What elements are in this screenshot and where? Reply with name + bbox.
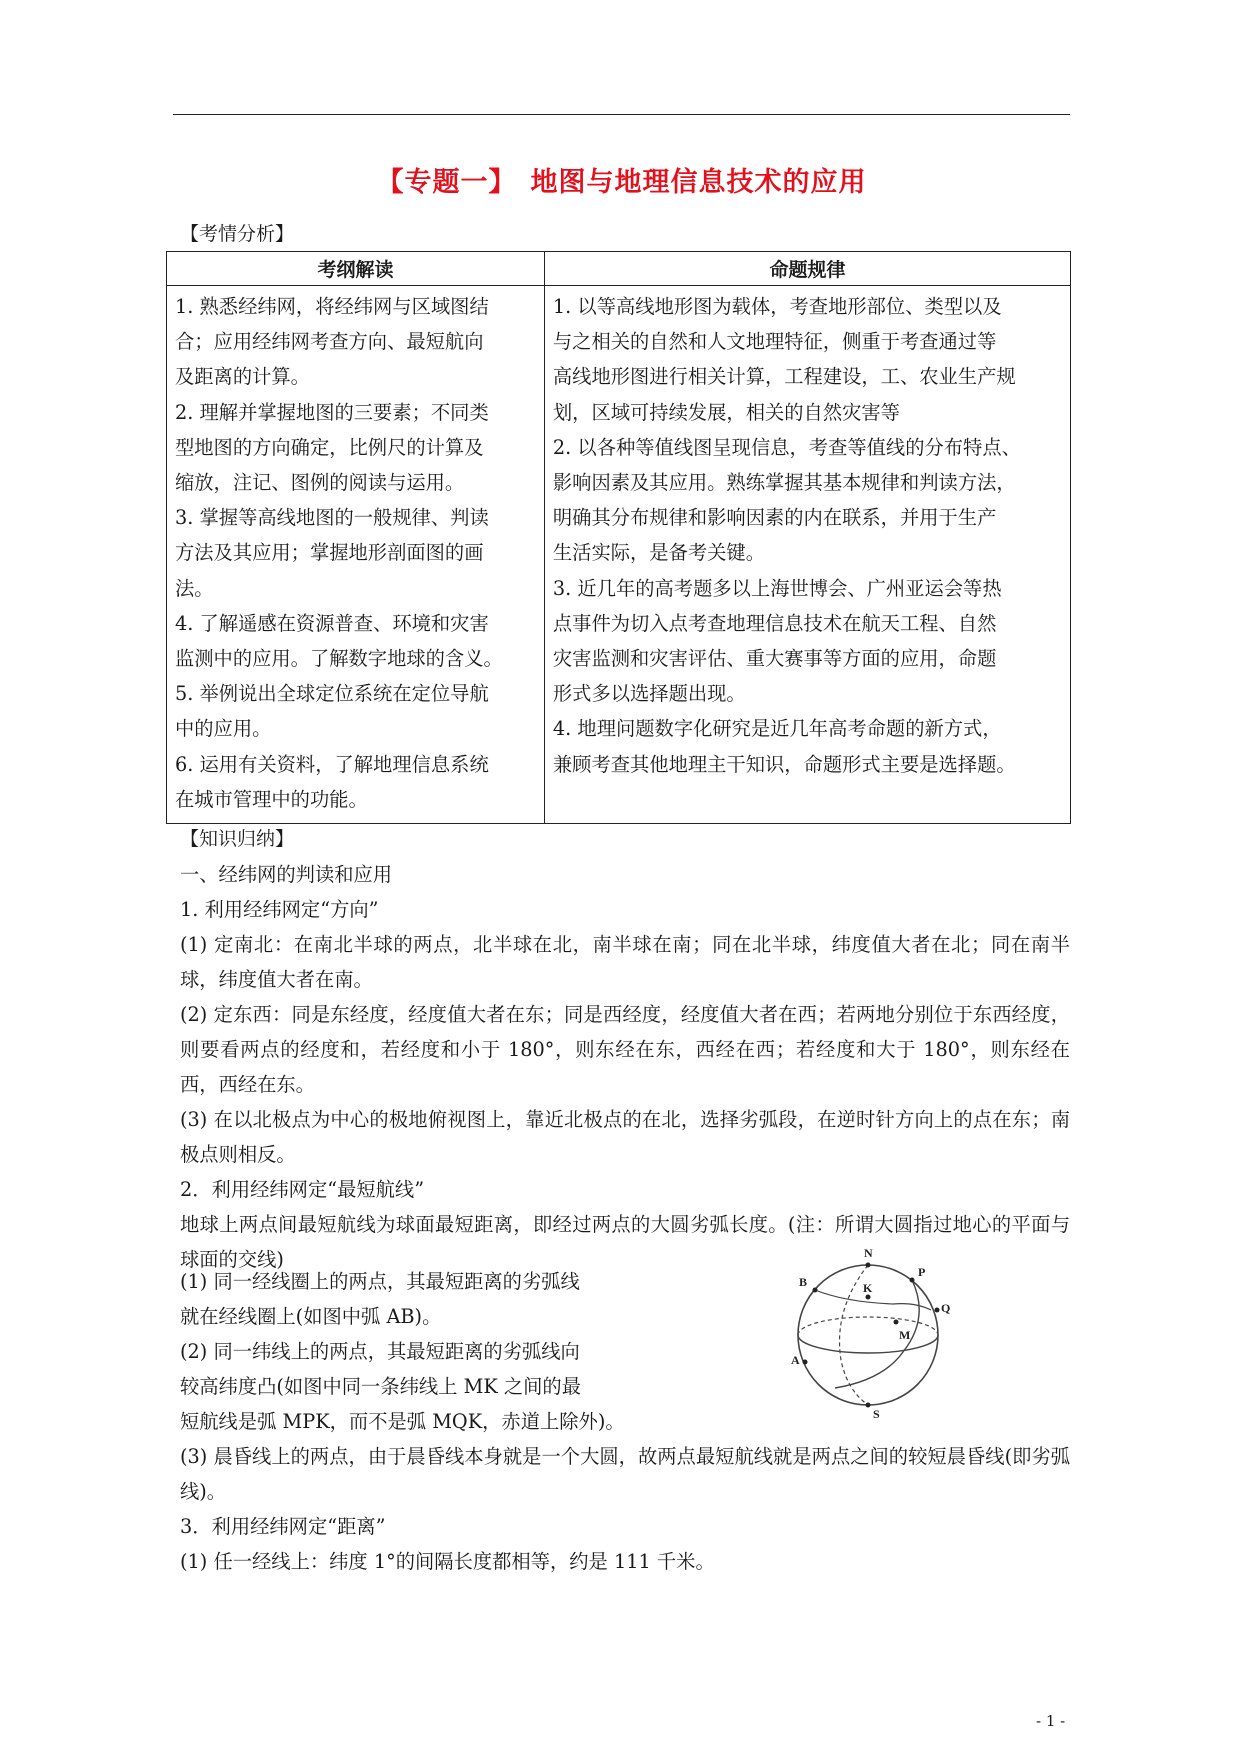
cell-line: 明确其分布规律和影响因素的内在联系，并用于生产 <box>552 506 997 530</box>
cell-line: 法。 <box>175 576 214 600</box>
point-q <box>935 1308 940 1313</box>
point-a <box>803 1360 808 1365</box>
paragraph-east-west: (2) 定东西：同是东经度，经度值大者在东；同是西经度，经度值大者在西；若两地分别位于东西经度，则要看两点的经度和，若经度和小于 180°，则东经在东，西经在西；若经度和大于 180°，则东经在西，西经在东。 <box>180 1003 1070 1096</box>
cell-line: 3. 掌握等高线地图的一般规律、判读 <box>175 506 489 530</box>
heading-latlong: 一、经纬网的判读和应用 <box>180 863 393 886</box>
label-s: S <box>873 1407 880 1420</box>
cell-line: 缩放，注记、图例的阅读与运用。 <box>175 471 465 495</box>
table-header-row <box>167 252 1071 286</box>
cell-line: 与之相关的自然和人文地理特征，侧重于考查通过等 <box>552 330 997 354</box>
page-number: - 1 - <box>1036 1712 1066 1730</box>
paragraph-terminator: (3) 晨昏线上的两点，由于晨昏线本身就是一个大圆，故两点最短航线就是两点之间的较短晨昏线(即劣弧线)。 <box>180 1445 1070 1503</box>
cell-line: 2. 以各种等值线图呈现信息，考查等值线的分布特点、 <box>552 435 1021 459</box>
equator-front <box>798 1335 938 1353</box>
route-line: (2) 同一纬线上的两点，其最短距离的劣弧线向 <box>180 1340 580 1363</box>
cell-line: 2. 理解并掌握地图的三要素；不同类 <box>175 400 489 424</box>
section-knowledge-heading: 【知识归纳】 <box>180 828 295 850</box>
point-m <box>894 1320 899 1325</box>
label-p: P <box>918 1265 926 1279</box>
route-line: 较高纬度凸(如图中同一条纬线上 MK 之间的最 <box>180 1375 581 1398</box>
cell-line: 方法及其应用；掌握地形剖面图的画 <box>175 541 484 565</box>
cell-line: 在城市管理中的功能。 <box>175 787 368 811</box>
pattern-cell <box>544 286 1070 824</box>
point-s <box>866 1403 871 1408</box>
point-b <box>813 1288 818 1293</box>
label-k: K <box>863 1281 873 1295</box>
paragraph-polar-view: (3) 在以北极点为中心的极地俯视图上，靠近北极点的在北，选择劣弧段，在逆时针方向上的点在东；南极点则相反。 <box>180 1108 1070 1166</box>
label-n: N <box>864 1246 873 1260</box>
cell-line: 3. 近几年的高考题多以上海世博会、广州亚运会等热 <box>552 576 1002 600</box>
cell-line: 形式多以选择题出现。 <box>552 682 746 706</box>
cell-line: 高线地形图进行相关计算，工程建设，工、农业生产规 <box>552 365 1016 389</box>
table-header-syllabus: 考纲解读 <box>167 252 545 286</box>
cell-line: 兼顾考查其他地理主干知识，命题形式主要是选择题。 <box>552 752 1016 776</box>
cell-line: 合；应用经纬网考查方向、最短航向 <box>175 330 484 354</box>
globe-diagram <box>775 1240 960 1420</box>
cell-line: 生活实际，是备考关键。 <box>552 541 765 565</box>
cell-line: 1. 以等高线地形图为载体，考查地形部位、类型以及 <box>552 295 1002 318</box>
section-analysis-heading: 【考情分析】 <box>180 223 295 245</box>
title-prefix: 【专题一】 <box>376 167 517 198</box>
label-m: M <box>899 1328 911 1342</box>
label-a: A <box>791 1353 800 1367</box>
label-q: Q <box>941 1301 951 1315</box>
cell-line: 影响因素及其应用。熟练掌握其基本规律和判读方法， <box>552 471 1016 495</box>
cell-line: 及距离的计算。 <box>175 365 310 389</box>
cell-line: 灾害监测和灾害评估、重大赛事等方面的应用，命题 <box>552 647 997 671</box>
paragraph-great-circle: 地球上两点间最短航线为球面最短距离，即经过两点的大圆劣弧长度。(注：所谓大圆指过地心的平面与球面的交线) <box>180 1213 1070 1271</box>
cell-line: 4. 了解遥感在资源普查、环境和灾害 <box>175 611 489 635</box>
cell-line: 型地图的方向确定，比例尺的计算及 <box>175 435 484 459</box>
cell-line: 中的应用。 <box>175 717 272 741</box>
cell-line: 1. 熟悉经纬网，将经纬网与区域图结 <box>175 295 489 318</box>
point-k <box>866 1295 871 1300</box>
title-main: 地图与地理信息技术的应用 <box>530 167 867 198</box>
route-line: 短航线是弧 MPK，而不是弧 MQK，赤道上除外)。 <box>180 1410 625 1433</box>
cell-line: 6. 运用有关资料，了解地理信息系统 <box>175 752 489 776</box>
cell-line: 5. 举例说出全球定位系统在定位导航 <box>175 682 489 706</box>
label-b: B <box>799 1275 808 1289</box>
page-title <box>173 160 1070 199</box>
cell-line: 监测中的应用。了解数字地球的含义。 <box>175 647 503 671</box>
point-p <box>910 1278 915 1283</box>
paragraph-north-south: (1) 定南北：在南北半球的两点，北半球在北，南半球在南；同在北半球，纬度值大者在北；同在南半球，纬度值大者在南。 <box>180 933 1070 991</box>
point-n <box>866 1263 871 1268</box>
table-row <box>167 286 1071 824</box>
route-rules <box>180 1264 650 1439</box>
route-line: 就在经线圈上(如图中弧 AB)。 <box>180 1305 442 1328</box>
header-rule <box>173 114 1070 115</box>
syllabus-cell <box>167 286 545 824</box>
route-line: (1) 同一经线圈上的两点，其最短距离的劣弧线 <box>180 1270 580 1293</box>
knowledge-body <box>180 857 1070 1277</box>
latitude-line <box>815 1290 931 1310</box>
subheading-distance: 3．利用经纬网定“距离” <box>180 1515 386 1538</box>
cell-line: 点事件为切入点考查地理信息技术在航天工程、自然 <box>552 611 997 635</box>
cell-line: 划，区域可持续发展，相关的自然灾害等 <box>552 400 900 424</box>
table-header-pattern: 命题规律 <box>544 252 1070 286</box>
cell-line: 4. 地理问题数字化研究是近几年高考命题的新方式， <box>552 717 1002 741</box>
knowledge-body-cont <box>180 1439 1070 1579</box>
subheading-direction: 1. 利用经纬网定“方向” <box>180 898 379 921</box>
subheading-shortest-route: 2．利用经纬网定“最短航线” <box>180 1178 425 1201</box>
paragraph-meridian-distance: (1) 任一经线上：纬度 1°的间隔长度都相等，约是 111 千米。 <box>180 1550 715 1573</box>
analysis-table <box>166 251 1071 824</box>
